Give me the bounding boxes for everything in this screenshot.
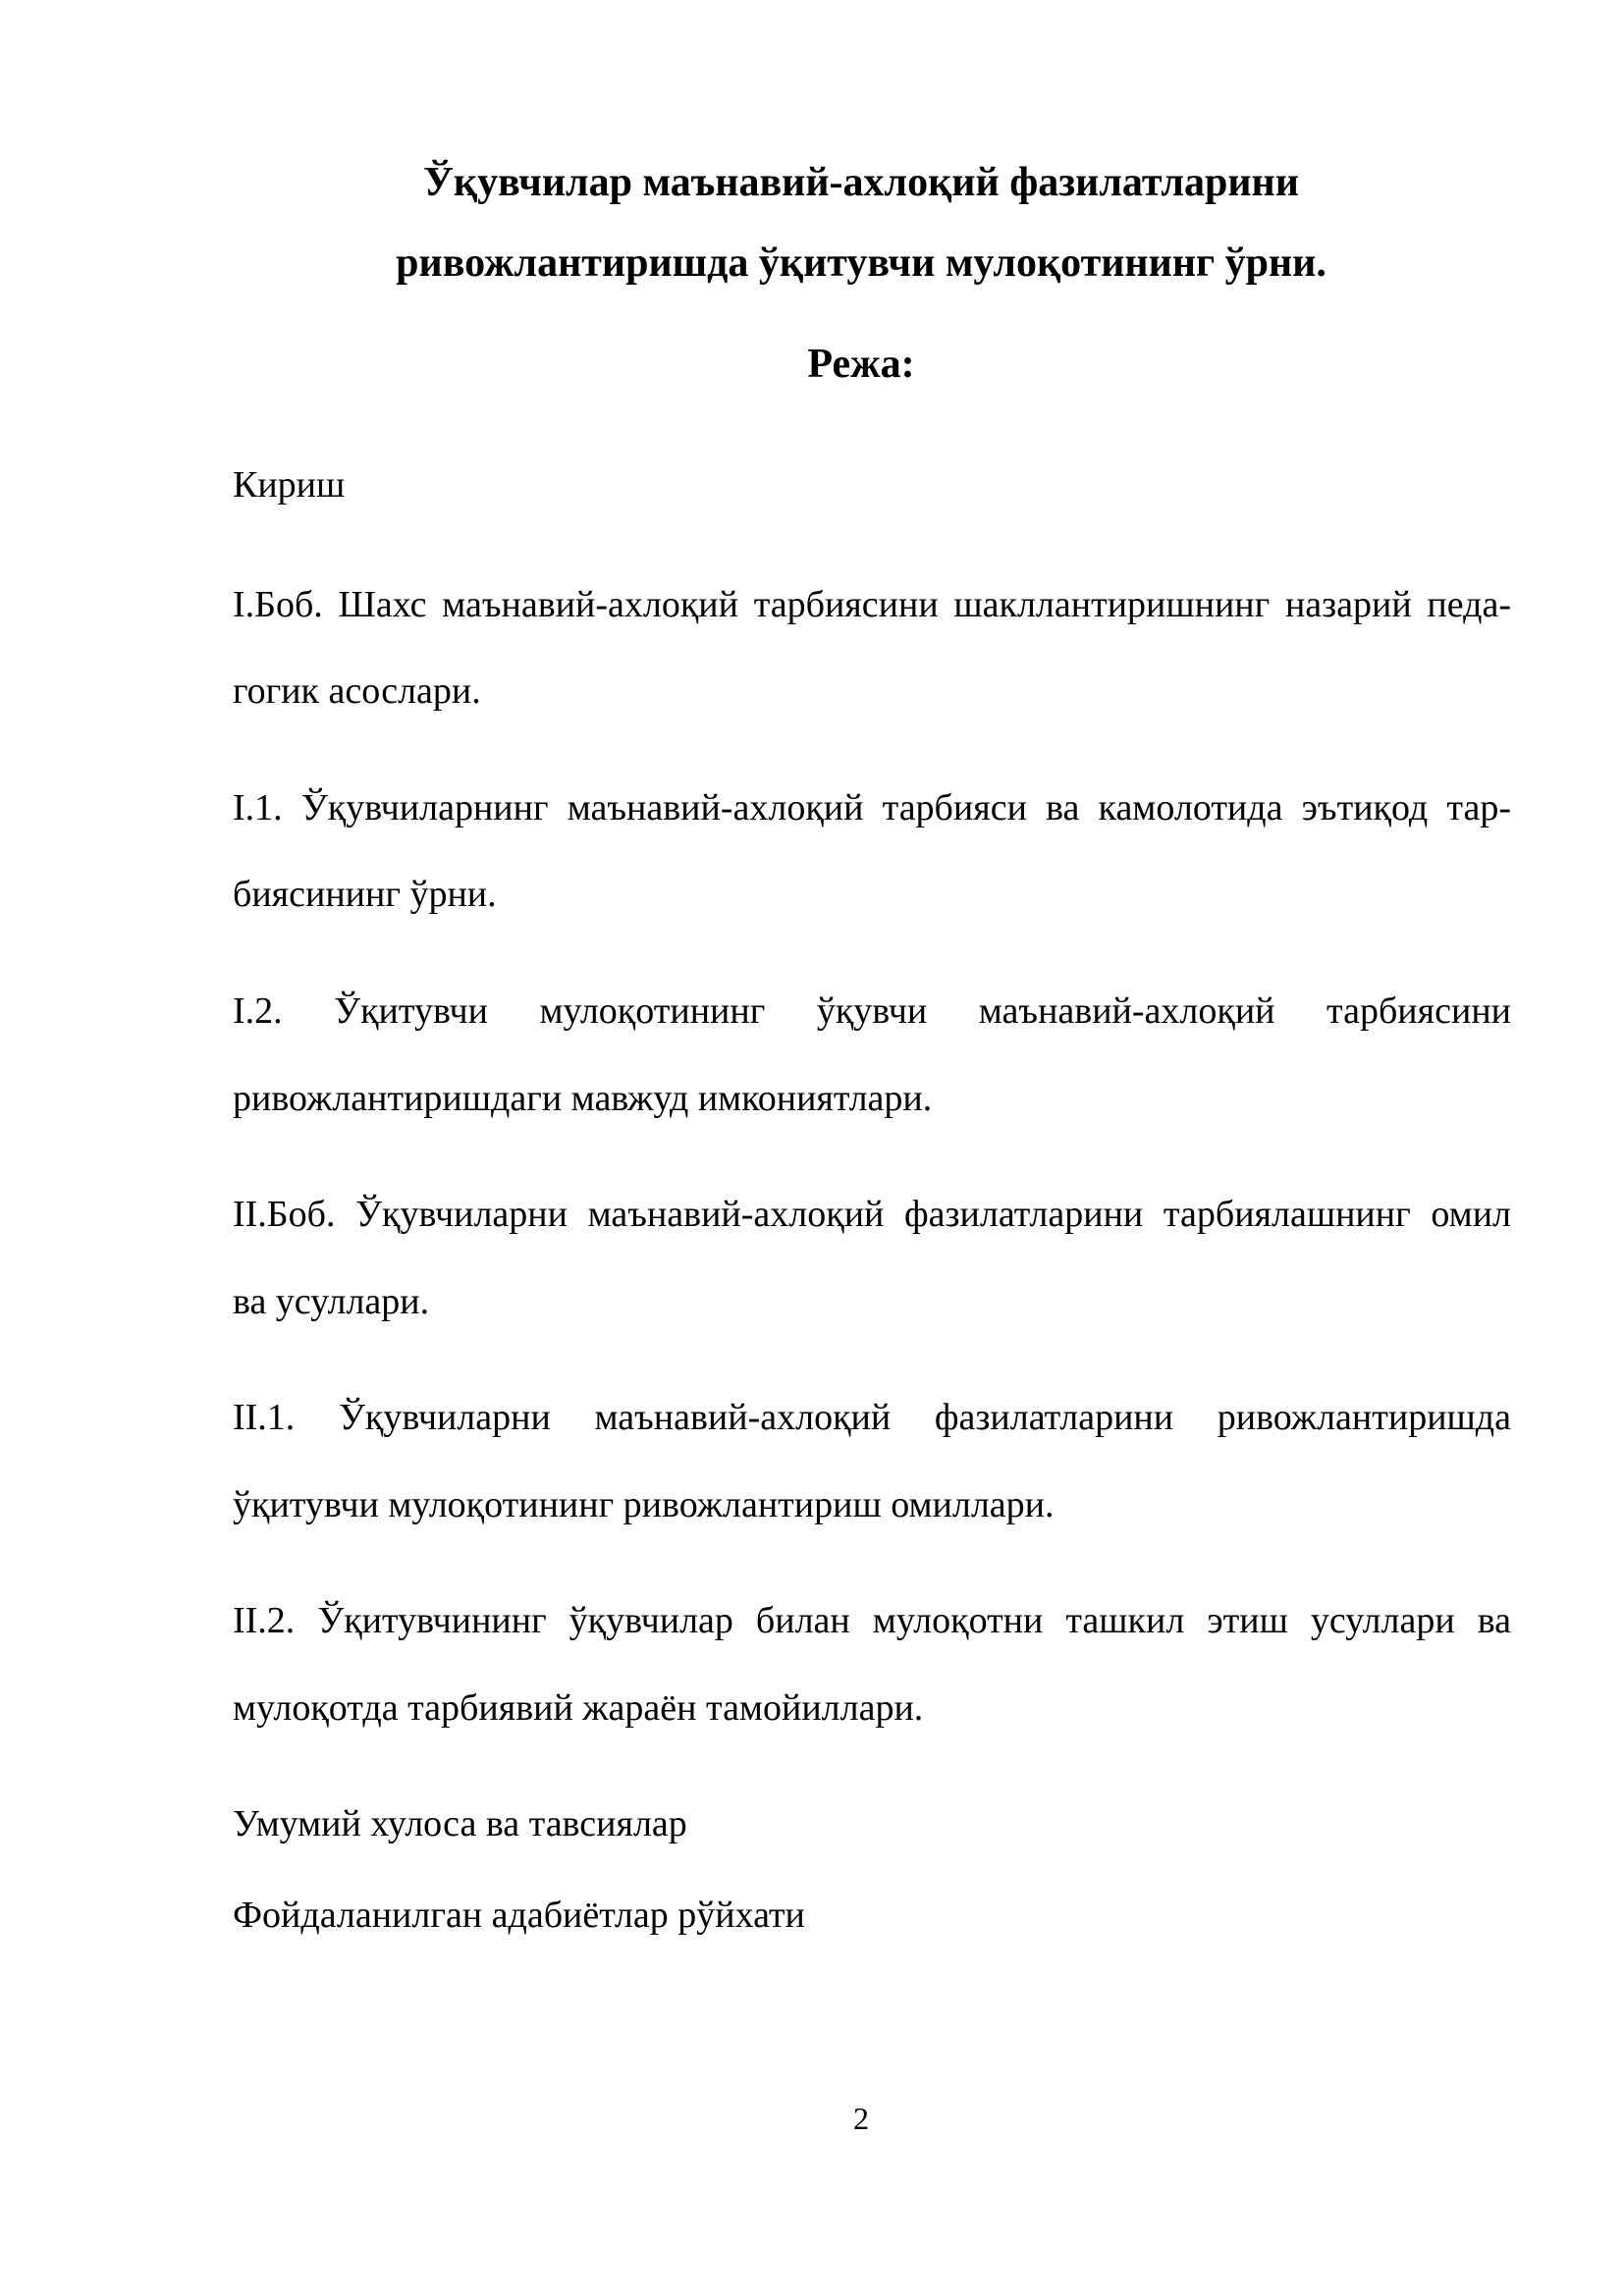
plan-entry-section-1-2-line-2: ривожлантиришдаги мавжуд имкониятлари. [233, 1078, 933, 1119]
plan-entry-chapter-2-line-1: II.Боб. Ўқувчиларни маънавий-ахлоқий фазилатларини тарбиялашнинг омил [233, 1194, 1511, 1235]
plan-entry-intro: Кириш [233, 464, 346, 506]
plan-entry-section-2-1-line-1: II.1. Ўқувчиларни маънавий-ахлоқий фазилатларини ривожлантиришда [233, 1397, 1511, 1438]
plan-entry-chapter-1-line-2: гогик асослари. [233, 670, 481, 712]
plan-entry-section-2-1-line-2: ўқитувчи мулоқотининг ривожлантириш омиллари. [233, 1484, 1055, 1525]
document-title-line-1: Ўқувчилар маънавий-ахлоқий фазилатларини [423, 160, 1299, 205]
plan-entry-section-2-2-line-2: мулоқотда тарбиявий жараён тамойиллари. [233, 1687, 924, 1729]
plan-entry-section-1-2-line-1: I.2. Ўқитувчи мулоқотининг ўқувчи маънавий-ахлоқий тарбиясини [233, 990, 1511, 1032]
plan-entry-section-2-2-line-1: II.2. Ўқитувчининг ўқувчилар билан мулоқотни ташкил этиш усуллари ва [233, 1600, 1511, 1641]
plan-entry-references: Фойдаланилган адабиётлар рўйхати [233, 1895, 805, 1936]
plan-entry-chapter-2-line-2: ва усуллари. [233, 1281, 430, 1322]
plan-entry-conclusion: Умумий хулоса ва тавсиялар [233, 1803, 687, 1844]
plan-heading: Режа: [807, 342, 915, 387]
plan-entry-chapter-1-line-1: I.Боб. Шахс маънавий-ахлоқий тарбиясини шакллантиришнинг назарий педа- [233, 584, 1511, 625]
plan-entry-section-1-1-line-2: биясининг ўрни. [233, 874, 497, 915]
document-title-line-2: ривожлантиришда ўқитувчи мулоқотининг ўрни. [396, 240, 1326, 286]
plan-entry-section-1-1-line-1: I.1. Ўқувчиларнинг маънавий-ахлоқий тарбияси ва камолотида эътиқод тар- [233, 787, 1511, 828]
page-number: 2 [853, 2101, 869, 2136]
